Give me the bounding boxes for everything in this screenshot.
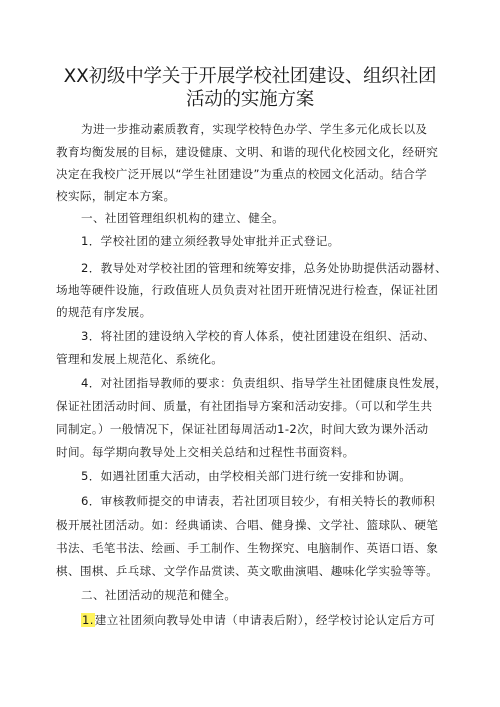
list-item-text: 建立社团须向教导处申请（申请表后附），经学校讨论认定后方可 [94, 613, 436, 627]
paragraph-line: 管理和发展上规范化、系统化。 [56, 352, 224, 366]
paragraph-line: 教育均衡发展的目标，建设健康、文明、和谐的现代化校园文化，经研究 [56, 145, 439, 159]
list-item: 5．如遇社团重大活动，由学校相关部门进行统一安排和协调。 [81, 469, 412, 483]
paragraph-line: 的规范有序发展。 [56, 305, 152, 319]
list-item: 1．学校社团的建立须经教导处审批并正式登记。 [81, 234, 340, 248]
section-heading: 二、社团活动的规范和健全。 [81, 588, 237, 602]
list-item: 4．对社团指导教师的要求：负责组织、指导学生社团健康良性发展， [81, 376, 448, 390]
paragraph-line: 时间。每学期向教导处上交相关总结和过程性书面资料。 [56, 445, 355, 459]
document-title-line-2: 活动的实施方案 [185, 89, 315, 110]
paragraph-line: 场地等硬件设施，行政值班人员负责对社团开班情况进行检查，保证社团 [56, 283, 439, 297]
section-heading: 一、社团管理组织机构的建立、健全。 [81, 211, 285, 225]
list-item: 2．教导处对学校社团的管理和统筹安排，总务处协助提供活动器材、 [81, 261, 448, 275]
paragraph-line: 保证社团活动时间、质量，有社团指导方案和活动安排。（可以和学生共 [56, 399, 433, 413]
paragraph-line: 书法、毛笔书法、绘画、手工制作、生物探究、电脑制作、英语口语、象 [56, 541, 439, 555]
list-item: 3．将社团的建设纳入学校的育人体系，使社团建设在组织、活动、 [81, 329, 436, 343]
list-item: 6．审核教师提交的申请表，若社团项目较少，有相关特长的教师积 [81, 494, 436, 508]
document-title-line-1: XX初级中学关于开展学校社团建设、组织社团 [63, 66, 437, 87]
paragraph-line: 同制定。）一般情况下，保证社团每周活动1-2次，时间大致为课外活动 [56, 422, 429, 436]
list-item [81, 612, 435, 628]
paragraph-line: 决定在我校广泛开展以“学生社团建设”为重点的校园文化活动。结合学 [56, 167, 428, 181]
highlighted-marker: 1. [82, 613, 94, 627]
paragraph-line: 极开展社团活动。如：经典诵读、合唱、健身操、文学社、篮球队、硬笔 [56, 518, 439, 532]
paragraph-line: 为进一步推动素质教育，实现学校特色办学、学生多元化成长以及 [81, 122, 428, 136]
paragraph-line: 校实际，制定本方案。 [56, 189, 176, 203]
paragraph-line: 棋、围棋、乒乓球、文学作品赏读、英文歌曲演唱、趣味化学实验等等。 [56, 564, 439, 578]
